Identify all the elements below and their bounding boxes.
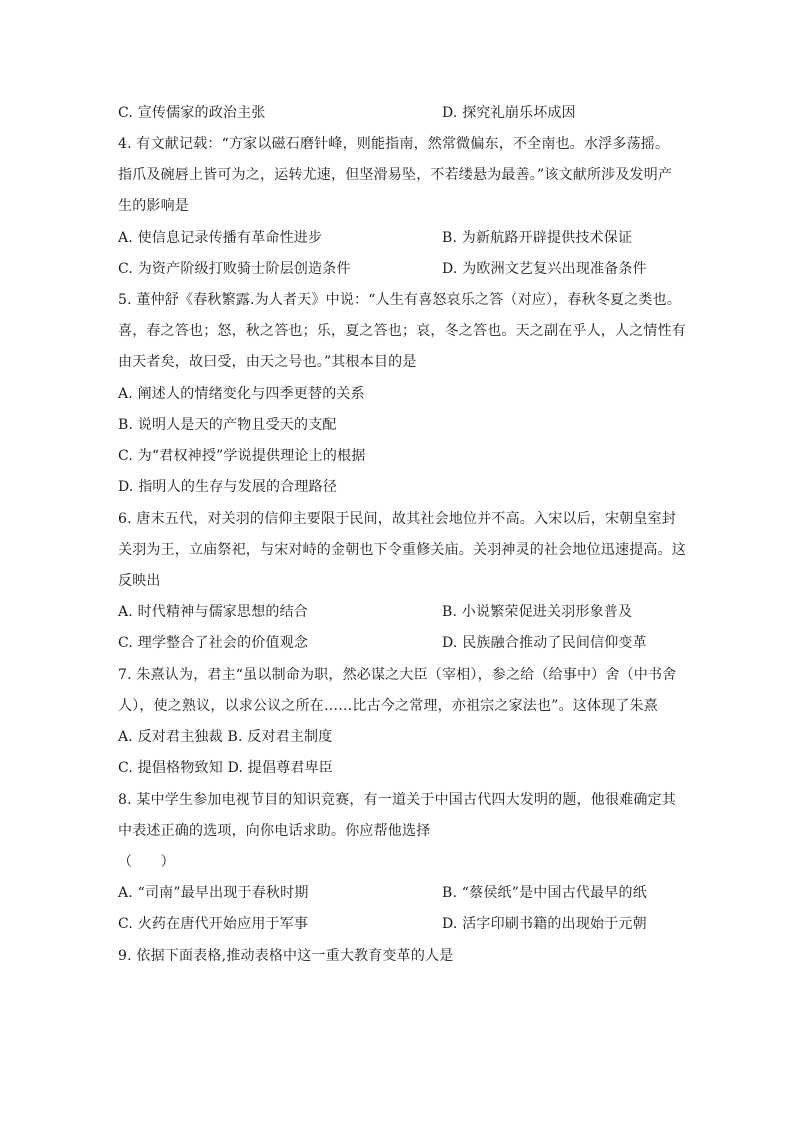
q3-option-c[interactable]: C. 宣传儒家的政治主张 — [118, 105, 266, 121]
q5-option-a[interactable]: A. 阐述人的情绪变化与四季更替的关系 — [118, 386, 365, 402]
q6-option-b[interactable]: B. 小说繁荣促进关羽形象普及 — [442, 604, 633, 620]
q5-stem-line-3: 由天者矣，故曰受，由天之号也。”其根本目的是 — [118, 354, 417, 370]
q5-option-b[interactable]: B. 说明人是天的产物且受天的支配 — [118, 417, 337, 433]
q6-option-a[interactable]: A. 时代精神与儒家思想的结合 — [118, 604, 309, 620]
q3-option-d[interactable]: D. 探究礼崩乐坏成因 — [442, 105, 576, 121]
q4-option-d[interactable]: D. 为欧洲文艺复兴出现准备条件 — [442, 261, 647, 277]
q8-option-b[interactable]: B. “蔡侯纸”是中国古代最早的纸 — [442, 885, 647, 901]
q7-options-ab[interactable]: A. 反对君主独裁 B. 反对君主制度 — [118, 729, 333, 745]
q6-stem-line-1: 6. 唐末五代，对关羽的信仰主要限于民间，故其社会地位并不高。入宋以后，宋朝皇室封 — [118, 511, 677, 527]
q8-answer-blank: （ ） — [118, 854, 175, 870]
q4-option-a[interactable]: A. 使信息记录传播有革命性进步 — [118, 230, 323, 246]
q4-stem-line-2: 指爪及碗唇上皆可为之，运转尤速，但坚滑易坠，不若缕悬为最善。”该文献所涉及发明产 — [118, 167, 673, 183]
q7-stem-line-2: 人），使之熟议，以求公议之所在……比古今之常理，亦祖宗之家法也”。这体现了朱熹 — [118, 698, 658, 714]
q5-stem-line-1: 5. 董仲舒《春秋繁露.为人者天》中说：“人生有喜怒哀乐之答（对应），春秋冬夏之类也。 — [118, 292, 682, 308]
q8-option-a[interactable]: A. “司南”最早出现于春秋时期 — [118, 885, 309, 901]
q7-stem-line-1: 7. 朱熹认为，君主“虽以制命为职，然必谋之大臣（宰相），参之给（给事中）舍（中书舍 — [118, 667, 677, 683]
q8-stem-line-1: 8. 某中学生参加电视节目的知识竞赛，有一道关于中国古代四大发明的题，他很难确定其 — [118, 792, 677, 808]
q6-option-d[interactable]: D. 民族融合推动了民间信仰变革 — [442, 635, 647, 651]
q5-option-c[interactable]: C. 为“君权神授”学说提供理论上的根据 — [118, 448, 366, 464]
q6-stem-line-2: 关羽为王，立庙祭祀，与宋对峙的金朝也下令重修关庙。关羽神灵的社会地位迅速提高。这 — [118, 542, 686, 558]
q8-stem-line-2: 中表述正确的选项，向你电话求助。你应帮他选择 — [118, 823, 431, 839]
q6-option-c[interactable]: C. 理学整合了社会的价值观念 — [118, 635, 309, 651]
q5-option-d[interactable]: D. 指明人的生存与发展的合理路径 — [118, 479, 338, 495]
q7-options-cd[interactable]: C. 提倡格物致知 D. 提倡尊君卑臣 — [118, 760, 333, 776]
q4-option-c[interactable]: C. 为资产阶级打败骑士阶层创造条件 — [118, 261, 351, 277]
q4-stem-line-1: 4. 有文献记载：“方家以磁石磨针峰，则能指南，然常微偏东，不全南也。水浮多荡摇。 — [118, 136, 670, 152]
q4-stem-line-3: 生的影响是 — [118, 198, 189, 214]
q8-option-c[interactable]: C. 火药在唐代开始应用于军事 — [118, 916, 309, 932]
q6-stem-line-3: 反映出 — [118, 573, 161, 589]
q9-stem: 9. 依据下面表格,推动表格中这一重大教育变革的人是 — [118, 948, 454, 964]
q8-option-d[interactable]: D. 活字印刷书籍的出现始于元朝 — [442, 916, 647, 932]
q5-stem-line-2: 喜，春之答也；怒，秋之答也；乐，夏之答也；哀，冬之答也。天之副在乎人，人之情性有 — [118, 323, 686, 339]
q4-option-b[interactable]: B. 为新航路开辟提供技术保证 — [442, 230, 633, 246]
